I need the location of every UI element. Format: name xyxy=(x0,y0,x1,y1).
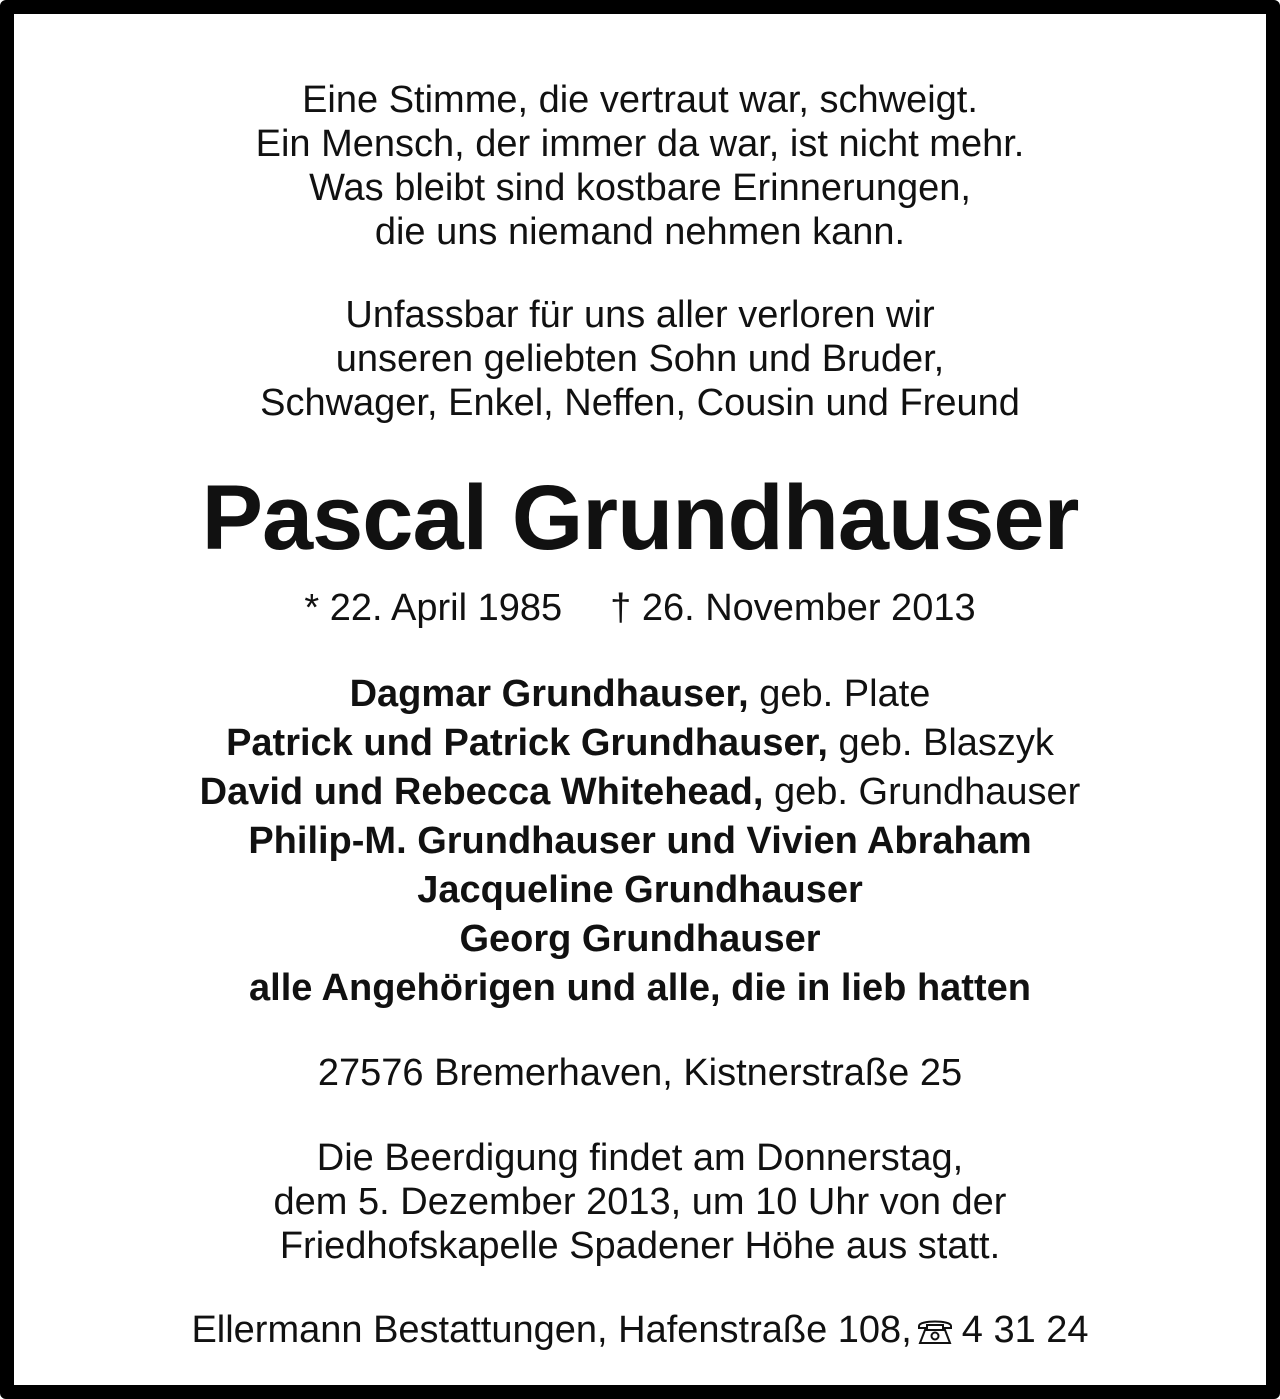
undertaker-name: Ellermann Bestattungen, Hafenstraße 108, xyxy=(191,1309,912,1351)
mourner-line xyxy=(28,817,1252,866)
mourner-note: geb. Plate xyxy=(759,673,931,715)
mourners-list xyxy=(28,670,1252,1013)
poem-line: die uns niemand nehmen kann. xyxy=(374,211,906,253)
phone-number: 4 31 24 xyxy=(961,1309,1089,1351)
funeral-line: Die Beerdigung findet am Donnerstag, xyxy=(316,1137,964,1179)
birth-date: * 22. April 1985 xyxy=(304,587,563,629)
poem-line: Ein Mensch, der immer da war, ist nicht mehr. xyxy=(255,123,1025,165)
poem xyxy=(28,78,1252,254)
mourner-name: Jacqueline Grundhauser xyxy=(417,869,863,911)
mourner-line xyxy=(28,670,1252,719)
death-date: † 26. November 2013 xyxy=(610,587,976,629)
mourner-name: Dagmar Grundhauser, xyxy=(349,673,749,715)
mourner-line xyxy=(28,768,1252,817)
telephone-icon xyxy=(916,1312,954,1356)
mourner-name: Patrick und Patrick Grundhauser, xyxy=(226,722,828,764)
intro-line: unseren geliebten Sohn und Bruder, xyxy=(335,338,945,380)
undertaker-info xyxy=(28,1308,1252,1356)
mourner-name: Georg Grundhauser xyxy=(459,918,821,960)
mourner-note: geb. Grundhauser xyxy=(774,771,1081,813)
mourner-line xyxy=(28,866,1252,915)
life-dates xyxy=(28,586,1252,630)
funeral-details xyxy=(28,1136,1252,1268)
deceased-name: Pascal Grundhauser xyxy=(201,467,1079,569)
poem-line: Was bleibt sind kostbare Erinnerungen, xyxy=(309,167,971,209)
funeral-line: dem 5. Dezember 2013, um 10 Uhr von der xyxy=(273,1181,1007,1223)
family-address: 27576 Bremerhaven, Kistnerstraße 25 xyxy=(317,1052,963,1094)
intro-line: Unfassbar für uns aller verloren wir xyxy=(345,294,935,336)
mourner-line xyxy=(28,915,1252,964)
funeral-line: Friedhofskapelle Spadener Höhe aus statt. xyxy=(279,1225,1001,1267)
mourner-note: geb. Blaszyk xyxy=(838,722,1054,764)
mourner-line xyxy=(28,719,1252,768)
mourner-name: Philip-M. Grundhauser und Vivien Abraham xyxy=(248,820,1032,862)
mourner-name: David und Rebecca Whitehead, xyxy=(199,771,764,813)
poem-line: Eine Stimme, die vertraut war, schweigt. xyxy=(302,79,978,121)
mourner-name: alle Angehörigen und alle, die in lieb hatten xyxy=(249,967,1031,1009)
intro-text xyxy=(28,293,1252,425)
intro-line: Schwager, Enkel, Neffen, Cousin und Freund xyxy=(260,382,1020,424)
mourner-line xyxy=(28,964,1252,1013)
